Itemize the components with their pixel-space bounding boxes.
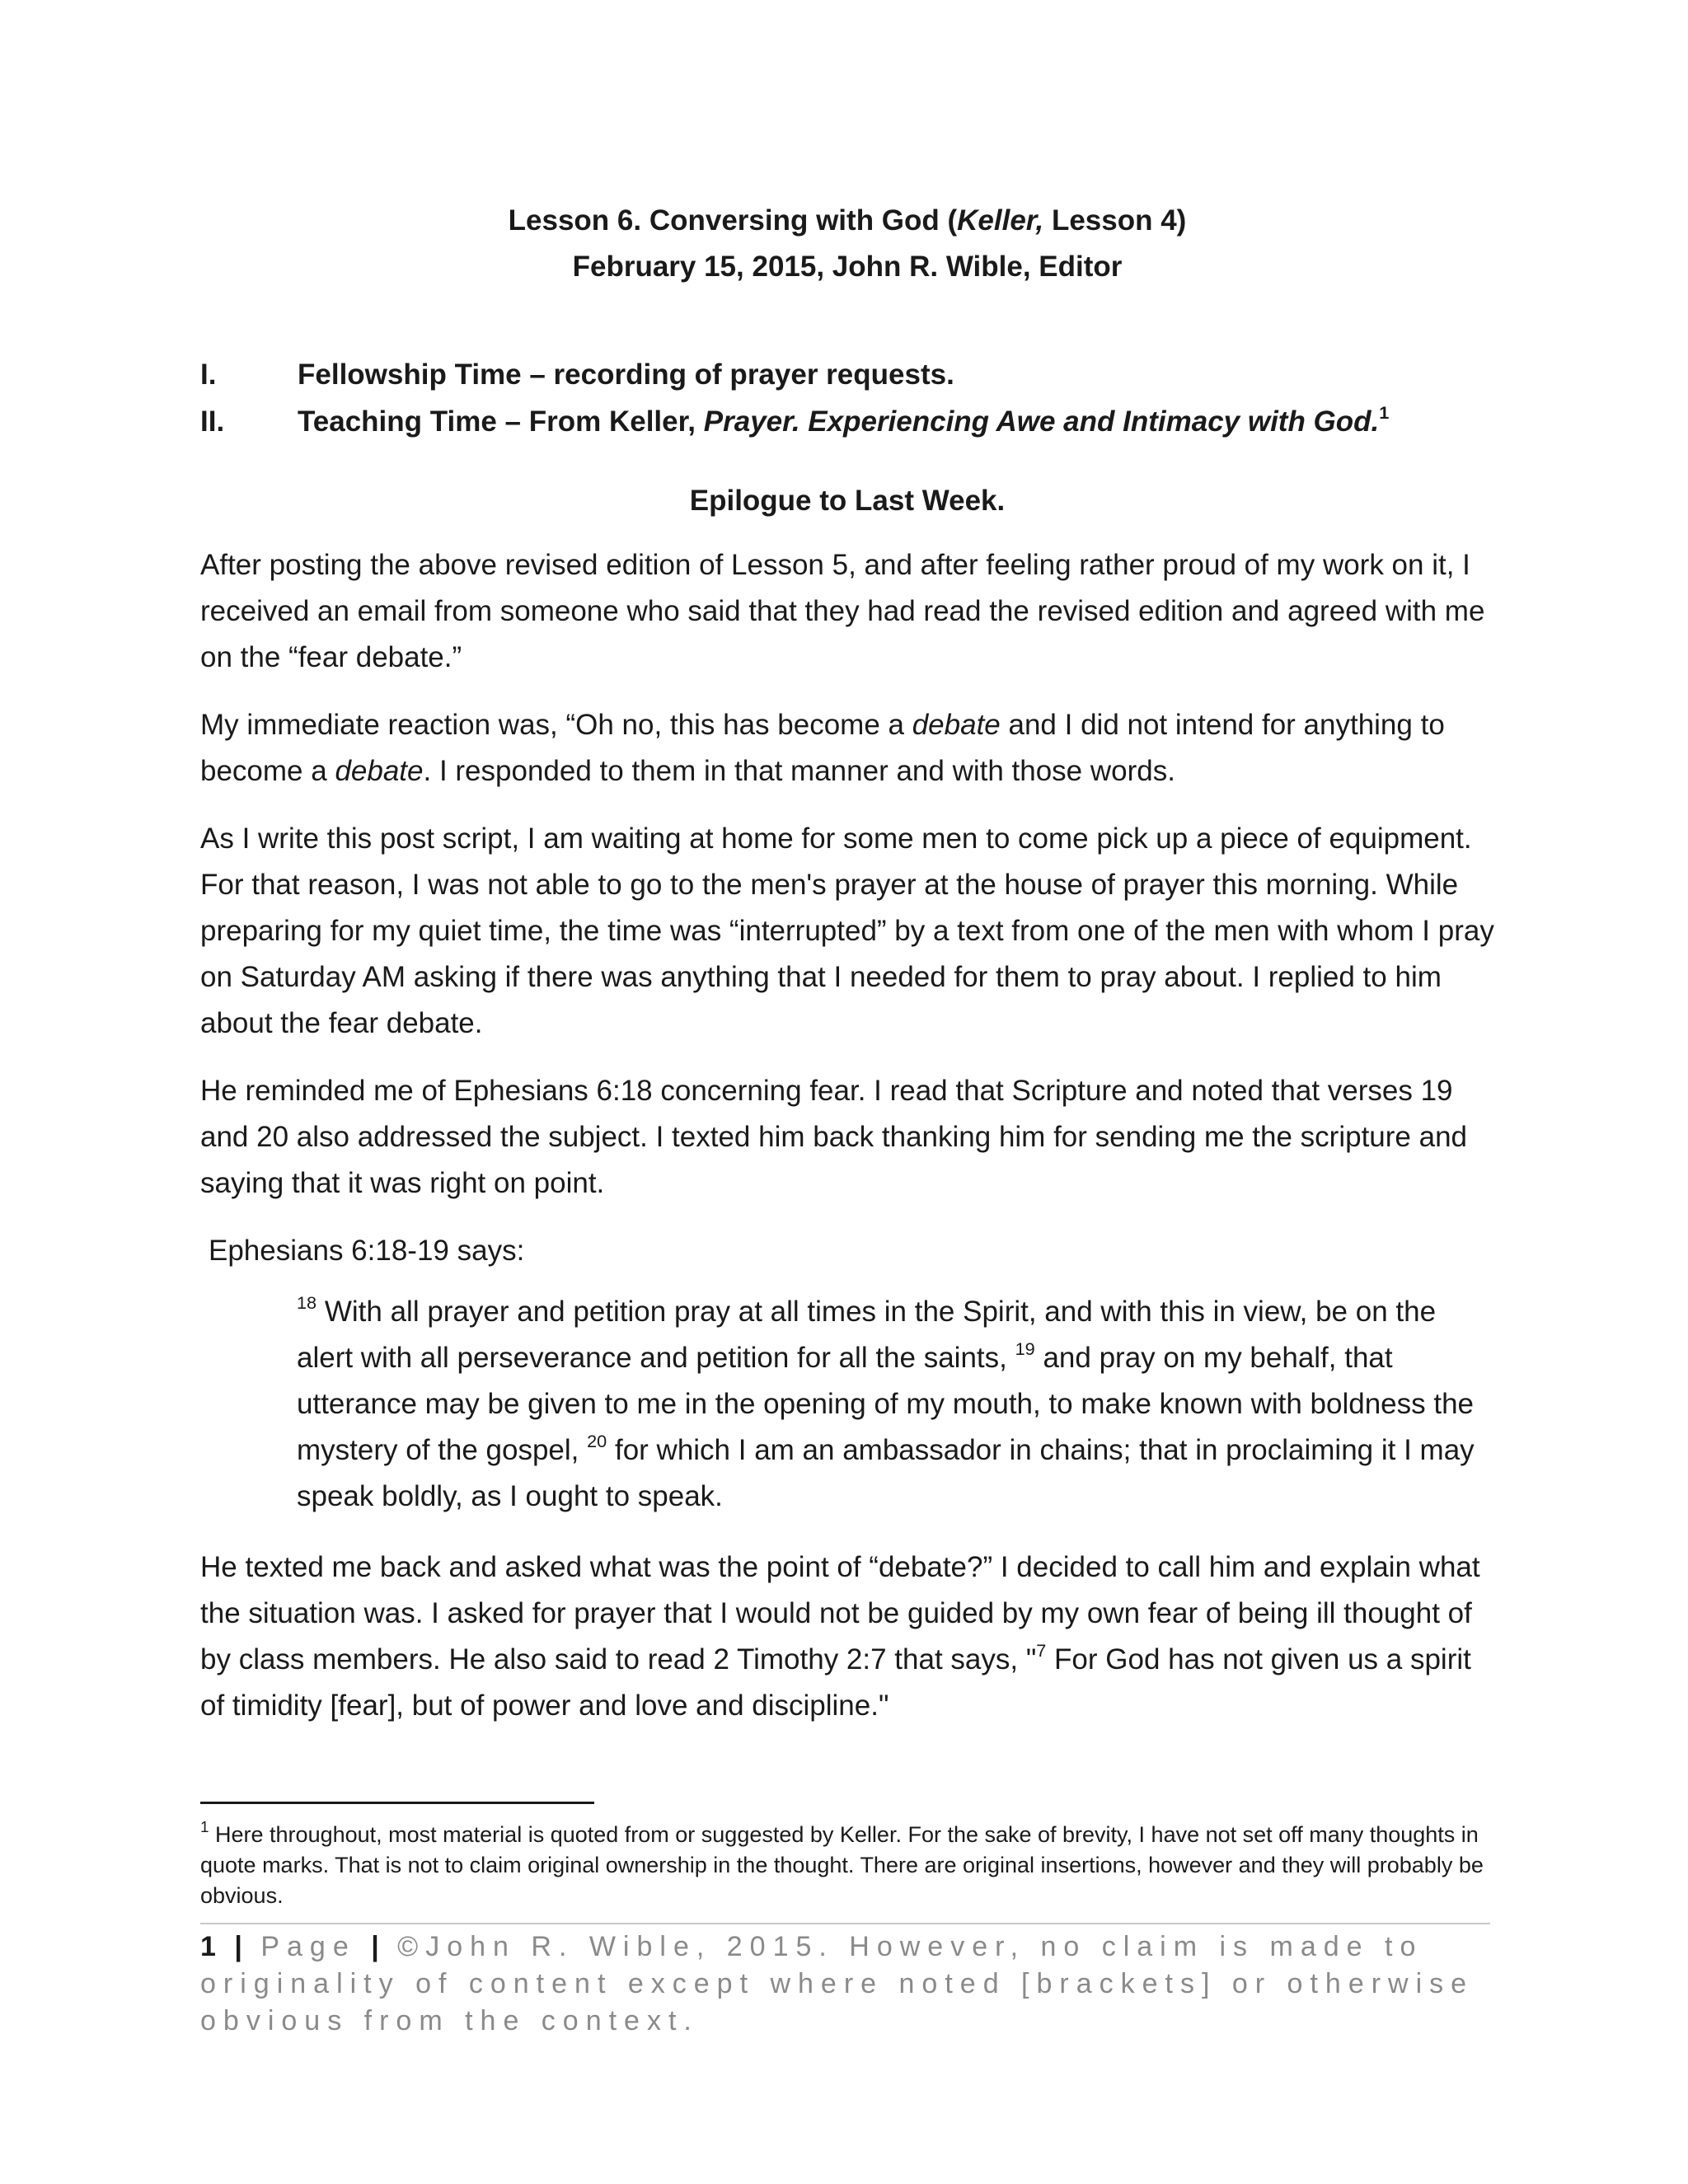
- paragraph-2: My immediate reaction was, “Oh no, this has become a debate and I did not intend for anything to become a debate. I responded to them in that manner and with those words.: [200, 709, 1445, 787]
- paragraph-5: He texted me back and asked what was the point of “debate?” I decided to call him and explain what the situation was. I asked for prayer that I would not be guided by my own fear of being ill thought of by class members. He also said to read 2 Timothy 2:7 that says, "$^7$ For God has not given us a spirit of timidity [fear], but of power and love and discipline.": [200, 1551, 1480, 1722]
- footer-separator-bar: |: [371, 1931, 382, 1962]
- verse-number: 20: [587, 1431, 607, 1452]
- lesson-date-editor: February 15, 2015, John R. Wible, Editor: [572, 251, 1123, 283]
- page-label: Page: [260, 1931, 356, 1962]
- page-footer: [200, 1929, 1490, 2040]
- lesson-title: Lesson 6. Conversing with God (Keller, Lesson 4): [508, 204, 1187, 237]
- footnote-separator: [200, 1802, 594, 1804]
- outline-item-2: [200, 398, 1494, 445]
- copyright-notice: ©John R. Wible, 2015. However, no claim is made to originality of content except where noted [brackets] or otherwise obvious from the context.: [200, 1931, 1475, 2036]
- outline-text: Fellowship Time – recording of prayer requests.: [298, 359, 954, 391]
- page-content: [200, 198, 1494, 1750]
- outline-text: Teaching Time – From Keller, Prayer. Experiencing Awe and Intimacy with God.$^1$: [298, 402, 1390, 438]
- quote-intro: Ephesians 6:18-19 says:: [209, 1235, 525, 1267]
- verse-number: 7: [1036, 1640, 1047, 1661]
- outline-numeral: II.: [200, 405, 225, 438]
- footer-separator-bar: |: [234, 1931, 246, 1962]
- paragraph-1: After posting the above revised edition of Lesson 5, and after feeling rather proud of my work on it, I received an email from someone who said that they had read the revised edition and agreed with me on the “fear debate.”: [200, 549, 1485, 673]
- footnote-1: $^1$ Here throughout, most material is quoted from or suggested by Keller. For the sake of brevity, I have not set off many thoughts in quote marks. That is not to claim original ownership in the thought. There are original insertions, however and they will probably be obvious.: [200, 1819, 1484, 1908]
- lesson-outline: [200, 351, 1494, 445]
- paragraph-3: As I write this post script, I am waiting at home for some men to come pick up a piece of equipment. For that reason, I was not able to go to the men's prayer at the house of prayer this morning. While preparing for my quiet time, the time was “interrupted” by a text from one of the men with whom I pray on Saturday AM asking if there was anything that I needed for them to pray about. I replied to him about the fear debate.: [200, 823, 1494, 1039]
- verse-number: 18: [297, 1292, 317, 1314]
- outline-item-1: [200, 351, 1494, 398]
- paragraph-4: He reminded me of Ephesians 6:18 concerning fear. I read that Scripture and noted that verses 19 and 20 also addressed the subject. I texted him back thanking him for sending me the scripture and saying that it was right on point.: [200, 1075, 1468, 1199]
- footer-separator: [200, 1923, 1490, 1924]
- page-number: 1: [200, 1931, 219, 1962]
- footnote-marker: 1: [200, 1819, 209, 1837]
- book-title: Prayer. Experiencing Awe and Intimacy with God.: [703, 405, 1380, 438]
- outline-numeral: I.: [200, 359, 217, 391]
- scripture-blockquote: $^{18}$ With all prayer and petition pray at all times in the Spirit, and with this in view, be on the alert with all perseverance and petition for all the saints, $^{19}$ and pray on my behalf, that utterance may be given to me in the opening of my mouth, to make known with boldness the mystery of the gospel, $^{20}$ for which I am an ambassador in chains; that in proclaiming it I may speak boldly, as I ought to speak.: [297, 1292, 1475, 1512]
- verse-number: 19: [1015, 1338, 1035, 1360]
- footnote-reference[interactable]: 1: [1379, 402, 1390, 424]
- section-heading-epilogue: Epilogue to Last Week.: [689, 485, 1006, 517]
